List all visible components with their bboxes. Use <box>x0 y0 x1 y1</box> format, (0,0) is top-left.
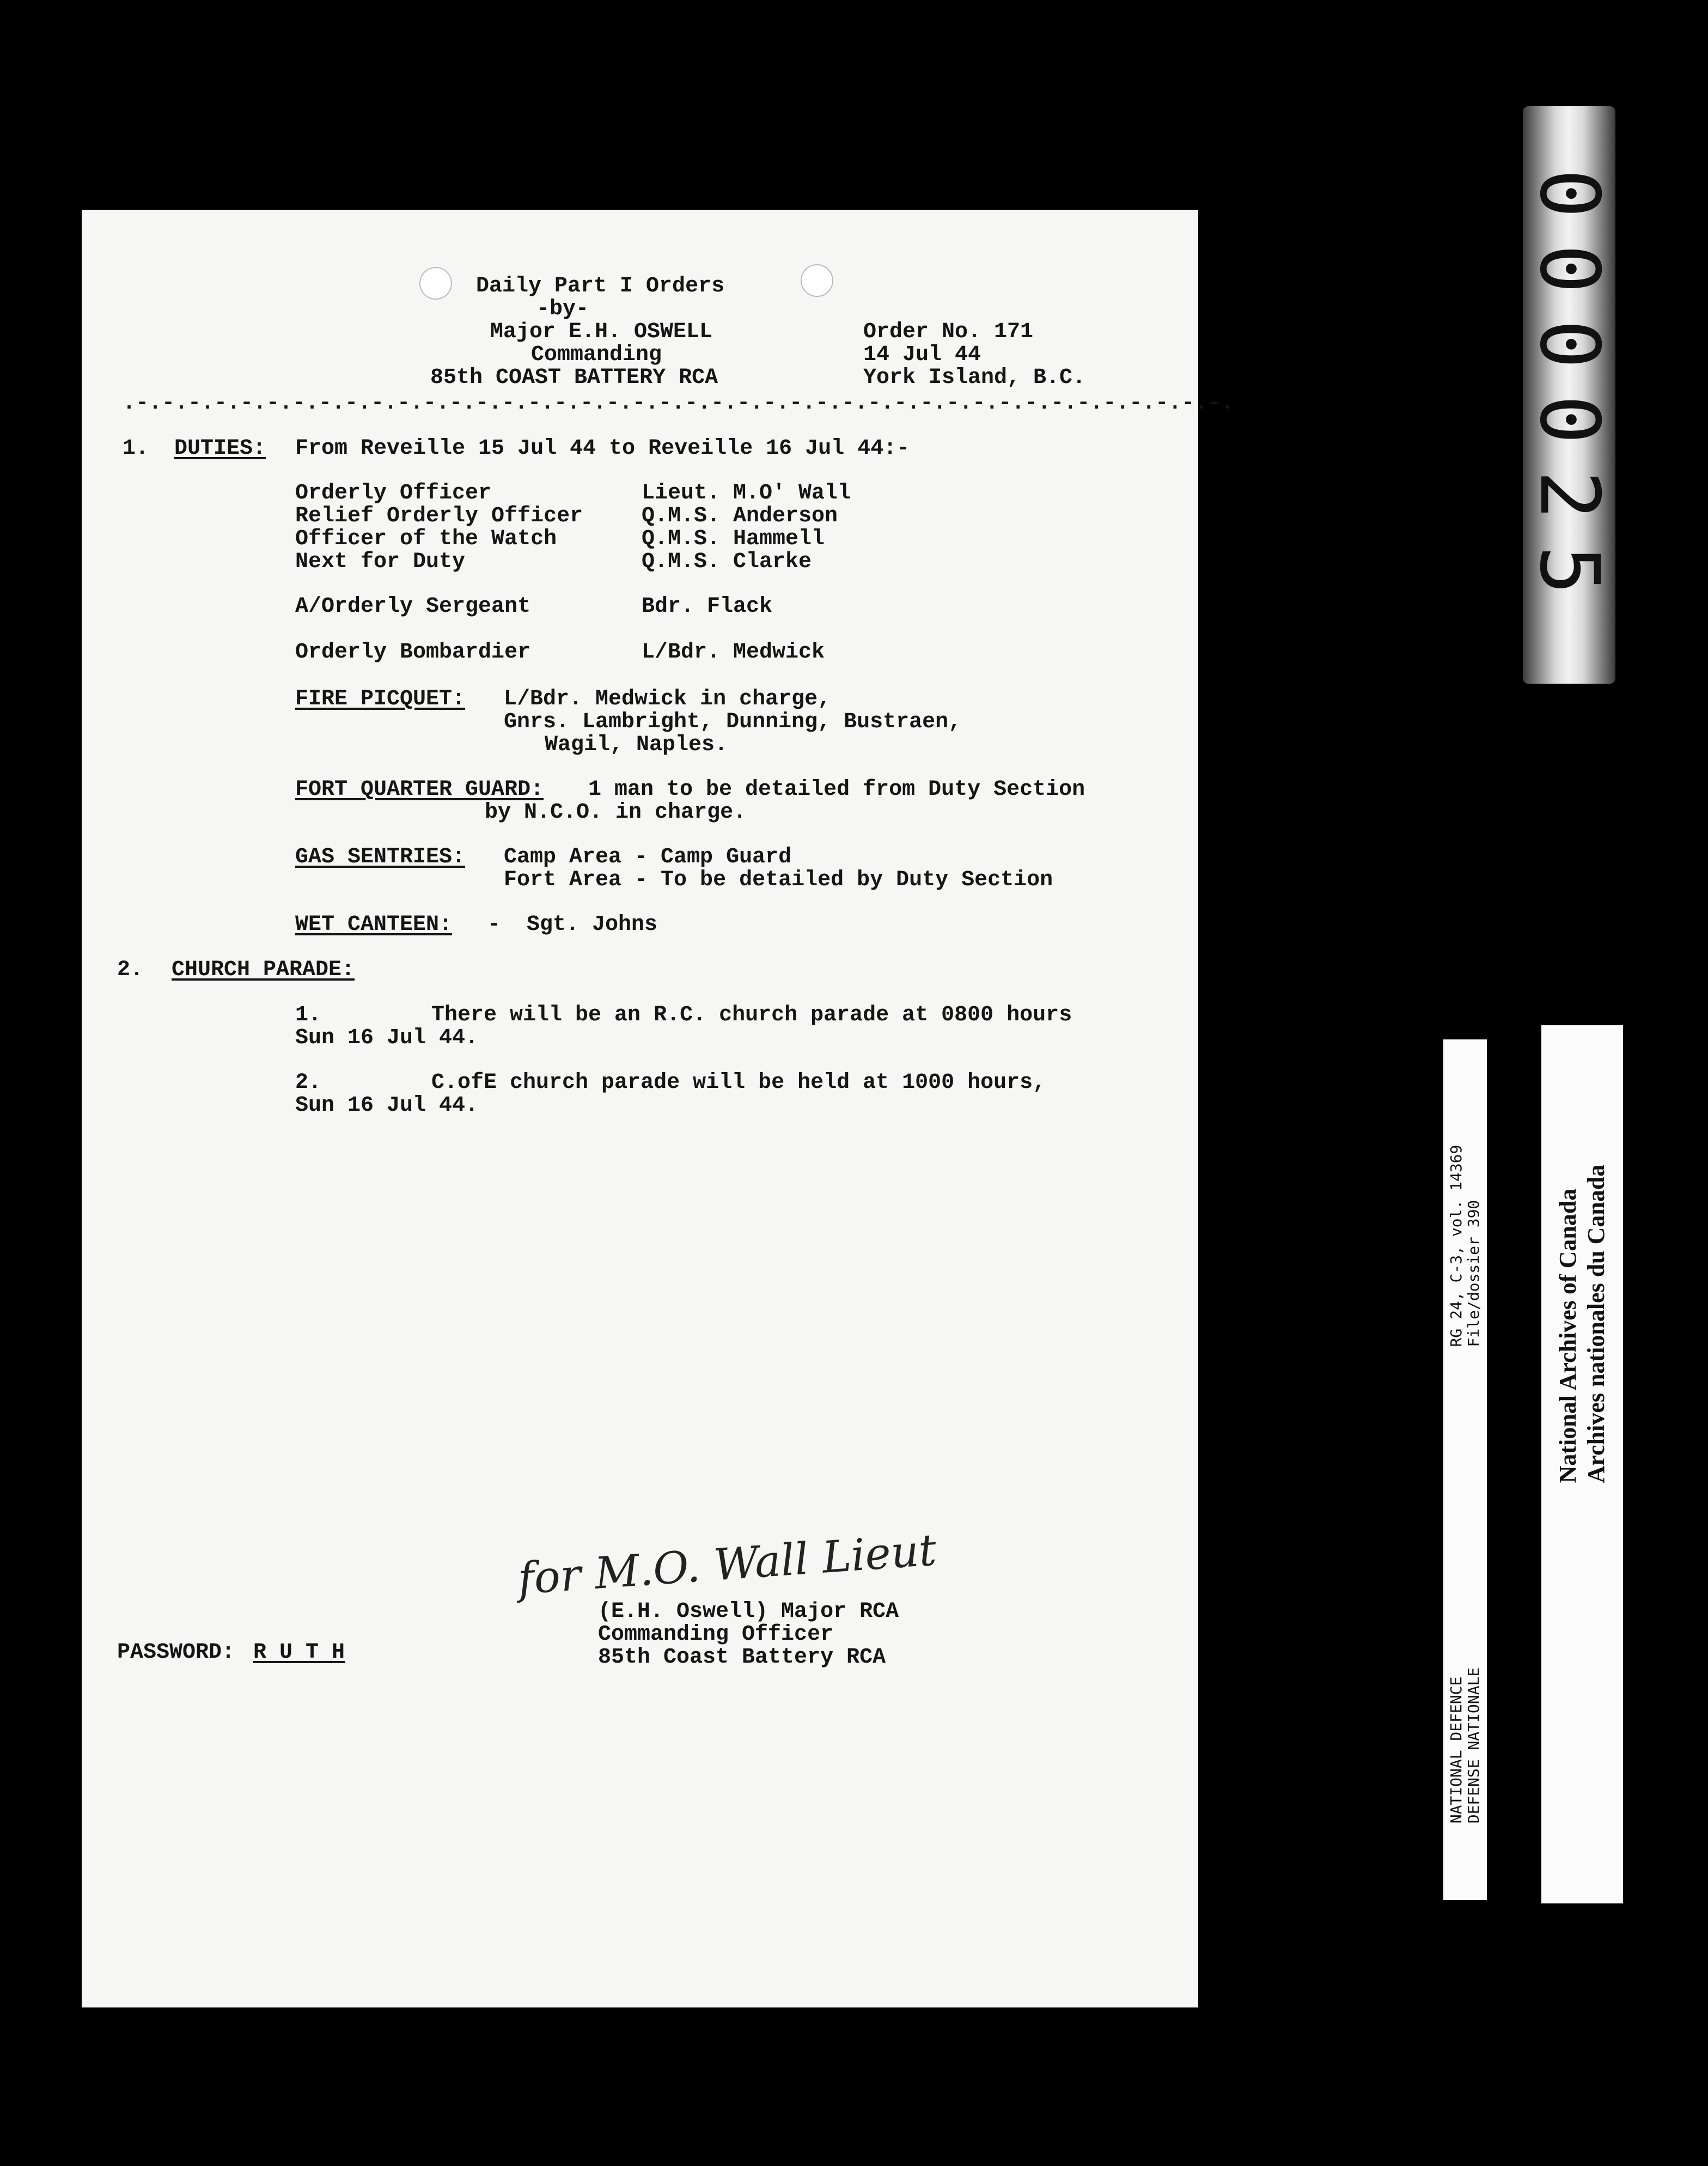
church-item-number: 1. <box>295 1003 322 1027</box>
duty-name: Lieut. M.O' Wall <box>642 481 851 506</box>
duty-role: Relief Orderly Officer <box>295 504 583 528</box>
document-title: Daily Part I Orders <box>476 274 725 299</box>
signature-line: 85th Coast Battery RCA <box>598 1645 886 1670</box>
order-date: 14 Jul 44 <box>863 343 981 367</box>
password-value: R U T H <box>253 1640 345 1665</box>
fort-guard-line: by N.C.O. in charge. <box>485 800 747 825</box>
fort-guard-label: FORT QUARTER GUARD: <box>295 777 544 802</box>
church-item-text: Sun 16 Jul 44. <box>295 1026 479 1050</box>
frame-number-stamp <box>1523 106 1615 684</box>
archives-canada-label <box>1541 1025 1623 1903</box>
archive-reference <box>1448 1145 1483 1347</box>
signature-line: (E.H. Oswell) Major RCA <box>598 1599 899 1624</box>
gas-sentries-line: Camp Area - Camp Guard <box>504 845 792 869</box>
sergeant-role: A/Orderly Sergeant <box>295 594 531 619</box>
fire-picquet-line: Wagil, Naples. <box>545 733 728 757</box>
password-label: PASSWORD: <box>117 1640 235 1665</box>
section-1-number: 1. <box>123 436 149 461</box>
archive-ref-line: File/dossier 390 <box>1465 1200 1483 1347</box>
fort-guard-line: 1 man to be detailed from Duty Section <box>588 777 1085 802</box>
archives-name <box>1554 1165 1611 1483</box>
duty-role: Officer of the Watch <box>295 527 557 551</box>
bombardier-role: Orderly Bombardier <box>295 640 531 665</box>
gas-sentries-line: Fort Area - To be detailed by Duty Section <box>504 868 1053 892</box>
archive-dept-line: DEFENSE NATIONALE <box>1465 1667 1483 1823</box>
header-separator: .-.-.-.-.-.-.-.-.-.-.-.-.-.-.-.-.-.-.-.-.-.-.-.-.-.-.-.-.-.-.-.-.-.-.-.-.-.-.-.-.-.-. <box>123 391 1234 416</box>
handwritten-signature: for M.O. Wall Lieut <box>516 1524 938 1604</box>
church-item-text: Sun 16 Jul 44. <box>295 1093 479 1118</box>
archives-name-en: National Archives of Canada <box>1554 1188 1581 1483</box>
order-place: York Island, B.C. <box>863 366 1086 390</box>
church-item-text: C.ofE church parade will be held at 1000 hours, <box>431 1070 1046 1095</box>
section-1-intro: From Reveille 15 Jul 44 to Reveille 16 Jul 44:- <box>295 436 910 461</box>
order-number: Order No. 171 <box>863 320 1034 344</box>
punch-hole-left <box>419 267 452 300</box>
archive-ref-line: RG 24, C-3, vol. 14369 <box>1447 1145 1465 1347</box>
church-item-number: 2. <box>295 1070 322 1095</box>
duty-role: Next for Duty <box>295 550 466 574</box>
section-1-heading: DUTIES: <box>174 436 266 461</box>
wet-canteen-value: - Sgt. Johns <box>487 912 658 937</box>
frame-number: 000025 <box>1522 169 1616 621</box>
church-item-text: There will be an R.C. church parade at 0800 hours <box>431 1003 1072 1027</box>
duty-name: Q.M.S. Anderson <box>642 504 838 528</box>
signature-line: Commanding Officer <box>598 1622 834 1647</box>
archives-name-fr: Archives nationales du Canada <box>1583 1164 1609 1483</box>
archive-dept-line: NATIONAL DEFENCE <box>1447 1676 1465 1823</box>
duty-name: Q.M.S. Clarke <box>642 550 812 574</box>
unit-name: 85th COAST BATTERY RCA <box>430 366 718 390</box>
officer-name: Major E.H. OSWELL <box>490 320 713 344</box>
archive-department <box>1448 1667 1483 1823</box>
wet-canteen-label: WET CANTEEN: <box>295 912 453 937</box>
section-2-heading: CHURCH PARADE: <box>172 958 355 982</box>
duty-role: Orderly Officer <box>295 481 492 506</box>
duty-name: Q.M.S. Hammell <box>642 527 825 551</box>
sergeant-name: Bdr. Flack <box>642 594 773 619</box>
officer-role: Commanding <box>531 343 662 367</box>
order-document <box>82 210 1234 2007</box>
archive-reference-label <box>1443 1039 1487 1900</box>
fire-picquet-line: L/Bdr. Medwick in charge, <box>504 687 831 711</box>
bombardier-name: L/Bdr. Medwick <box>642 640 825 665</box>
fire-picquet-label: FIRE PICQUET: <box>295 687 466 711</box>
by-line: -by- <box>536 297 589 321</box>
gas-sentries-label: GAS SENTRIES: <box>295 845 466 869</box>
fire-picquet-line: Gnrs. Lambright, Dunning, Bustraen, <box>504 710 962 734</box>
punch-hole-right <box>801 264 833 297</box>
section-2-number: 2. <box>117 958 144 982</box>
